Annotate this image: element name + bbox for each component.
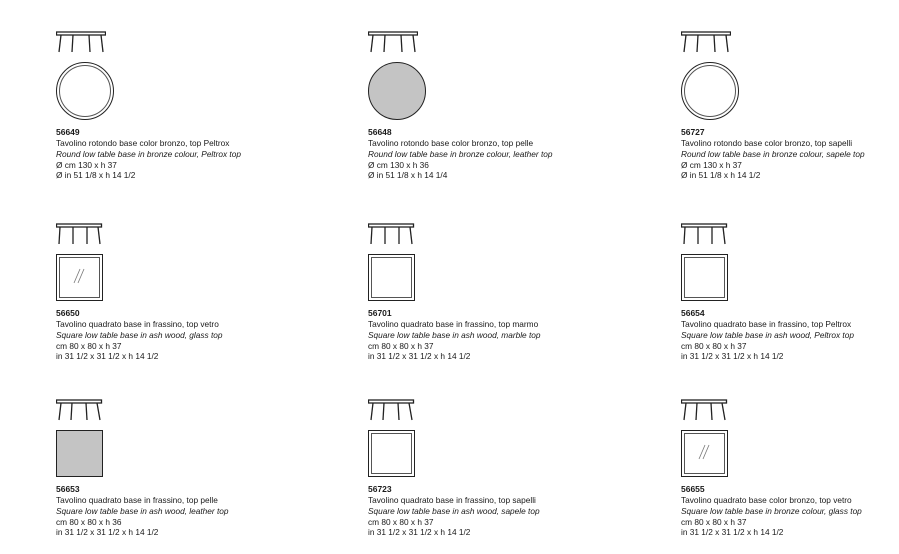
dimensions-in: Ø in 51 1/8 x h 14 1/2	[681, 170, 761, 181]
description-en: Square low table base in ash wood, glass top	[56, 329, 223, 340]
description-it: Tavolino rotondo base color bronzo, top Peltrox	[56, 138, 230, 148]
description-it: Tavolino quadrato base in frassino, top Peltrox	[681, 319, 852, 329]
square-top-plan	[368, 254, 415, 301]
dimensions-cm: Ø cm 130 x h 37	[681, 159, 742, 170]
product-56648	[368, 30, 608, 181]
table-elevation-icon	[56, 30, 106, 54]
description-en: Square low table base in ash wood, leather top	[56, 505, 229, 516]
description-en: Square low table base in bronze colour, glass top	[681, 505, 862, 516]
dimensions-in: in 31 1/2 x 31 1/2 x h 14 1/2	[368, 527, 471, 538]
dimensions-in: in 31 1/2 x 31 1/2 x h 14 1/2	[368, 351, 471, 362]
product-code: 56654	[681, 308, 705, 318]
product-code: 56723	[368, 484, 392, 494]
dimensions-cm: cm 80 x 80 x h 36	[56, 516, 122, 527]
dimensions-cm: cm 80 x 80 x h 37	[368, 340, 434, 351]
product-code: 56648	[368, 127, 392, 137]
square-top-plan-glass	[681, 430, 728, 477]
description-it: Tavolino quadrato base color bronzo, top vetro	[681, 495, 852, 505]
product-56727	[681, 30, 899, 181]
product-56655	[681, 398, 899, 538]
table-elevation-icon	[368, 222, 418, 246]
square-top-plan	[368, 430, 415, 477]
dimensions-in: Ø in 51 1/8 x h 14 1/4	[368, 170, 448, 181]
square-top-plan-glass	[56, 254, 103, 301]
description-it: Tavolino rotondo base color bronzo, top pelle	[368, 138, 534, 148]
description-en: Square low table base in ash wood, marble top	[368, 329, 541, 340]
square-top-plan-filled	[56, 430, 103, 477]
description-it: Tavolino rotondo base color bronzo, top sapelli	[681, 138, 853, 148]
table-elevation-icon	[681, 30, 731, 54]
product-code: 56727	[681, 127, 705, 137]
product-code: 56653	[56, 484, 80, 494]
description-en: Square low table base in ash wood, Peltrox top	[681, 329, 854, 340]
description-en: Round low table base in bronze colour, Peltrox top	[56, 148, 241, 159]
product-56723	[368, 398, 608, 538]
product-code: 56649	[56, 127, 80, 137]
table-elevation-icon	[56, 222, 106, 246]
description-it: Tavolino quadrato base in frassino, top sapelli	[368, 495, 536, 505]
product-56653	[56, 398, 296, 538]
table-elevation-icon	[368, 398, 418, 422]
dimensions-in: Ø in 51 1/8 x h 14 1/2	[56, 170, 136, 181]
product-56701	[368, 222, 608, 362]
dimensions-in: in 31 1/2 x 31 1/2 x h 14 1/2	[681, 351, 784, 362]
glass-reflection-icon	[696, 443, 712, 461]
dimensions-in: in 31 1/2 x 31 1/2 x h 14 1/2	[681, 527, 784, 538]
product-code: 56701	[368, 308, 392, 318]
dimensions-cm: cm 80 x 80 x h 37	[681, 340, 747, 351]
table-elevation-icon	[681, 398, 731, 422]
product-56649	[56, 30, 296, 181]
table-elevation-icon	[56, 398, 106, 422]
square-top-plan	[681, 254, 728, 301]
dimensions-in: in 31 1/2 x 31 1/2 x h 14 1/2	[56, 527, 159, 538]
dimensions-cm: Ø cm 130 x h 36	[368, 159, 429, 170]
product-56650	[56, 222, 296, 362]
glass-reflection-icon	[71, 267, 87, 285]
dimensions-cm: cm 80 x 80 x h 37	[56, 340, 122, 351]
dimensions-in: in 31 1/2 x 31 1/2 x h 14 1/2	[56, 351, 159, 362]
description-en: Round low table base in bronze colour, sapele top	[681, 148, 865, 159]
description-en: Round low table base in bronze colour, leather top	[368, 148, 553, 159]
description-it: Tavolino quadrato base in frassino, top pelle	[56, 495, 218, 505]
product-56654	[681, 222, 899, 362]
dimensions-cm: cm 80 x 80 x h 37	[368, 516, 434, 527]
round-top-plan	[681, 62, 739, 120]
product-code: 56655	[681, 484, 705, 494]
table-elevation-icon	[681, 222, 731, 246]
product-code: 56650	[56, 308, 80, 318]
description-it: Tavolino quadrato base in frassino, top marmo	[368, 319, 539, 329]
dimensions-cm: cm 80 x 80 x h 37	[681, 516, 747, 527]
round-top-plan-filled	[368, 62, 426, 120]
round-top-plan	[56, 62, 114, 120]
description-en: Square low table base in ash wood, sapele top	[368, 505, 540, 516]
dimensions-cm: Ø cm 130 x h 37	[56, 159, 117, 170]
description-it: Tavolino quadrato base in frassino, top vetro	[56, 319, 219, 329]
table-elevation-icon	[368, 30, 418, 54]
